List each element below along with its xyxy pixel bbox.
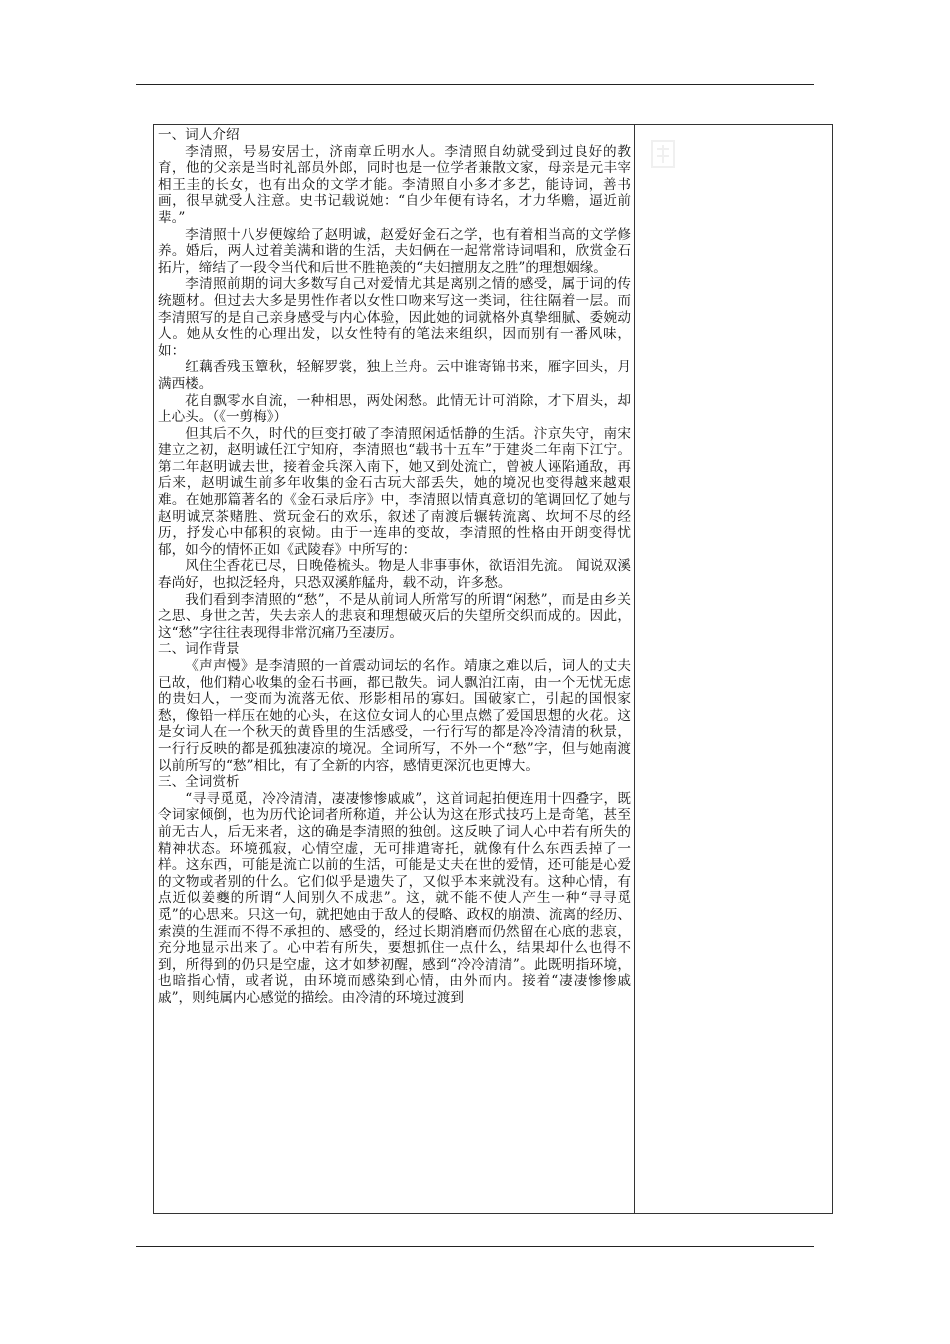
poem-quote: 红藕香残玉簟秋，轻解罗裳，独上兰舟。云中谁寄锦书来，雁字回头，月满西楼。 xyxy=(158,359,631,392)
section-heading: 三、全词赏析 xyxy=(158,774,240,791)
section-heading: 一、词人介绍 xyxy=(158,127,240,143)
text-column xyxy=(154,125,635,1213)
content-table xyxy=(153,124,833,1214)
section-heading: 二、词作背景 xyxy=(158,641,240,658)
paragraph: 李清照前期的词大多数写自己对爱情尤其是离别之情的感受，属于词的传统题材。但过去大多是男性作者以女性口吻来写这一类词，往往隔着一层。而李清照写的是自己亲身感受与内心体验，因此她的词就格外真挚细腻、委婉动人。她从女性的心理出发，以女性特有的笔法来组织，因而别有一番风味，如： xyxy=(158,276,631,359)
article-body xyxy=(158,127,631,1006)
paragraph: 李清照十八岁便嫁给了赵明诚，赵爱好金石之学，也有着相当高的文学修养。婚后，两人过着美满和谐的生活，夫妇俩在一起常常诗词唱和，欣赏金石拓片，缔结了一段令当代和后世不胜艳羡的“夫妇擅朋友之胜”的理想姻缘。 xyxy=(158,226,631,276)
faint-seal-mark xyxy=(649,137,679,173)
header-rule xyxy=(136,84,814,85)
paragraph: 我们看到李清照的“愁”，不是从前词人所常写的所谓“闲愁”，而是由乡关之思、身世之苦，失去亲人的悲哀和理想破灭后的失望所交织而成的。因此，这“愁”字往往表现得非常沉痛乃至凄厉。 xyxy=(158,591,631,641)
poem-quote: 风住尘香花已尽，日晚倦梳头。物是人非事事休，欲语泪先流。 闻说双溪春尚好，也拟泛轻舟，只恐双溪舴艋舟，载不动，许多愁。 xyxy=(158,558,631,592)
notes-column xyxy=(635,125,832,1213)
poem-quote: 花自飘零水自流，一种相思，两处闲愁。此情无计可消除，才下眉头，却上心头。（《一剪梅》） xyxy=(158,392,631,426)
footer-rule xyxy=(136,1246,814,1247)
paragraph: 《声声慢》是李清照的一首震动词坛的名作。靖康之难以后，词人的丈夫已故，他们精心收集的金石书画，都已散失。词人飘泊江南，由一个无忧无虑的贵妇人，一变而为流落无依、形影相吊的寡妇。国破家亡，引起的国恨家愁，像铅一样压在她的心头，在这位女词人的心里点燃了爱国思想的火花。这是女词人在一个秋天的黄昏里的生活感受，一行行写的都是冷冷清清的秋景，一行行反映的都是孤独凄凉的境况。全词所写，不外一个“愁”字，但与她南渡以前所写的“愁”相比，有了全新的内容，感情更深沉也更博大。 xyxy=(158,658,631,774)
paragraph: 李清照，号易安居士，济南章丘明水人。李清照自幼就受到过良好的教育，他的父亲是当时礼部员外郎，同时也是一位学者兼散文家，母亲是元丰宰相王圭的长女，也有出众的文学才能。李清照自小多才多艺，能诗词，善书画，很早就受人注意。史书记载说她：“自少年便有诗名，才力华赡，逼近前辈。” xyxy=(158,143,631,226)
paragraph: 但其后不久，时代的巨变打破了李清照闲适恬静的生活。汴京失守，南宋建立之初，赵明诚任江宁知府，李清照也“载书十五车”于建炎二年南下江宁。第二年赵明诚去世，接着金兵深入南下，她又到处流亡，曾被人诬陷通敌，再后来，赵明诚生前多年收集的金石古玩大部丢失，她的境况也变得越来越艰难。在她那篇著名的《金石录后序》中，李清照以情真意切的笔调回忆了她与赵明诚烹茶赌胜、赏玩金石的欢乐，叙述了南渡后辗转流离、坎坷不尽的经历，抒发心中郁积的哀恸。由于一连串的变故，李清照的性格由开朗变得忧郁，如今的情怀正如《武陵春》中所写的： xyxy=(158,425,631,558)
paragraph: “寻寻觅觅，冷冷清清，凄凄惨惨戚戚”，这首词起拍便连用十四叠字，既令词家倾倒，也为历代论词者所称道，并公认为这在形式技巧上是奇笔，甚至前无古人，后无来者，这的确是李清照的独创。这反映了词人心中若有所失的精神状态。环境孤寂，心情空虚，无可排遣寄托，就像有什么东西丢掉了一样。这东西，可能是流亡以前的生活，可能是丈夫在世的爱情，还可能是心爱的文物或者别的什么。它们似乎是遗失了，又似乎本来就没有。这种心情，有点近似姜夔的所谓“人间别久不成悲”。这，就不能不使人产生一种“寻寻觅觅”的心思来。只这一句，就把她由于敌人的侵略、政权的崩溃、流离的经历、索漠的生涯而不得不承担的、感受的，经过长期消磨而仍然留在心底的悲哀，充分地显示出来了。心中若有所失，要想抓住一点什么，结果却什么也得不到，所得到的仍只是空虚，这才如梦初醒，感到“冷冷清清”。此既明指环境，也暗指心情，或者说，由环境而感染到心情，由外而内。接着“凄凄惨惨戚戚”，则纯属内心感觉的描绘。由冷清的环境过渡到 xyxy=(158,790,631,1006)
